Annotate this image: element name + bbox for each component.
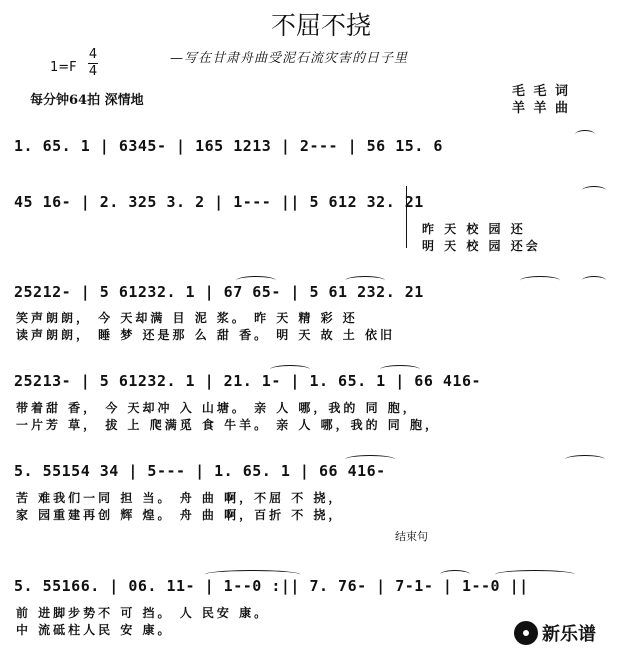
system-2-lyrics-verse-2: 明 天 校 园 还会 [422, 239, 541, 253]
song-subtitle: —写在甘肃舟曲受泥石流灾害的日子里 [170, 51, 409, 66]
song-title: 不屈不挠 [270, 11, 371, 40]
system-4-lyrics-verse-1: 带着甜 香， 今 天却冲 入 山塘。 亲 人 哪，我的 同 胞， [16, 401, 418, 415]
system-5-lyrics-verse-1: 苦 难我们一同 担 当。 舟 曲 啊，不屈 不 挠， [16, 491, 344, 505]
section-barline [406, 186, 407, 248]
brand-logo-text: 新乐谱 [542, 624, 596, 645]
slur [345, 455, 395, 464]
tempo-marking: 每分钟64拍 深情地 [30, 93, 144, 108]
system-3-lyrics-verse-1: 笑声朗朗， 今 天却满 目 泥 浆。 昨 天 精 彩 还 [16, 311, 358, 325]
slur [380, 365, 420, 374]
ending-label: 结束句 [395, 530, 428, 543]
system-1-notes: 1. 65. 1 | 6345- | 165 1213 | 2--- | 56 15. 6 [14, 137, 443, 155]
slur [575, 130, 595, 139]
system-6-lyrics-verse-1: 前 进脚步势不 可 挡。 人 民安 康。 [16, 606, 270, 620]
system-2-notes: 45 16- | 2. 325 3. 2 | 1--- || 5 612 32. 21 [14, 193, 424, 211]
system-6-notes: 5. 55166. | 06. 11- | 1--0 :|| 7. 76- | 7-1- | 1--0 || [14, 577, 529, 595]
record-disc-icon [514, 621, 538, 645]
system-4-notes: 25213- | 5 61232. 1 | 21. 1- | 1. 65. 1 | 66 416- [14, 372, 482, 390]
slur [205, 570, 300, 579]
slur [236, 276, 276, 285]
system-6-lyrics-verse-2: 中 流砥柱人民 安 康。 [16, 623, 173, 637]
key-signature: 1=F [50, 60, 77, 75]
slur [565, 455, 605, 464]
slur [345, 276, 385, 285]
system-5-notes: 5. 55154 34 | 5--- | 1. 65. 1 | 66 416- [14, 462, 386, 480]
slur [495, 570, 575, 579]
slur [440, 570, 470, 579]
slur [582, 186, 606, 195]
slur [582, 276, 606, 285]
composer-credit: 羊 羊 曲 [512, 101, 571, 116]
time-signature-top: 4 [88, 47, 98, 62]
slur [520, 276, 560, 285]
system-5-lyrics-verse-2: 家 园重建再创 辉 煌。 舟 曲 啊，百折 不 挠， [16, 508, 344, 522]
lyricist-credit: 毛 毛 词 [512, 84, 571, 99]
system-2-lyrics-verse-1: 昨 天 校 园 还 [422, 222, 526, 236]
time-signature-bottom: 4 [88, 64, 98, 79]
system-3-lyrics-verse-2: 读声朗朗， 睡 梦 还是那 么 甜 香。 明 天 故 土 依旧 [16, 328, 395, 342]
slur [270, 365, 310, 374]
time-signature [88, 48, 98, 79]
system-4-lyrics-verse-2: 一片芳 草， 拔 上 爬满觅 食 牛羊。 亲 人 哪，我的 同 胞， [16, 418, 440, 432]
system-3-notes: 25212- | 5 61232. 1 | 67 65- | 5 61 232. 21 [14, 283, 424, 301]
